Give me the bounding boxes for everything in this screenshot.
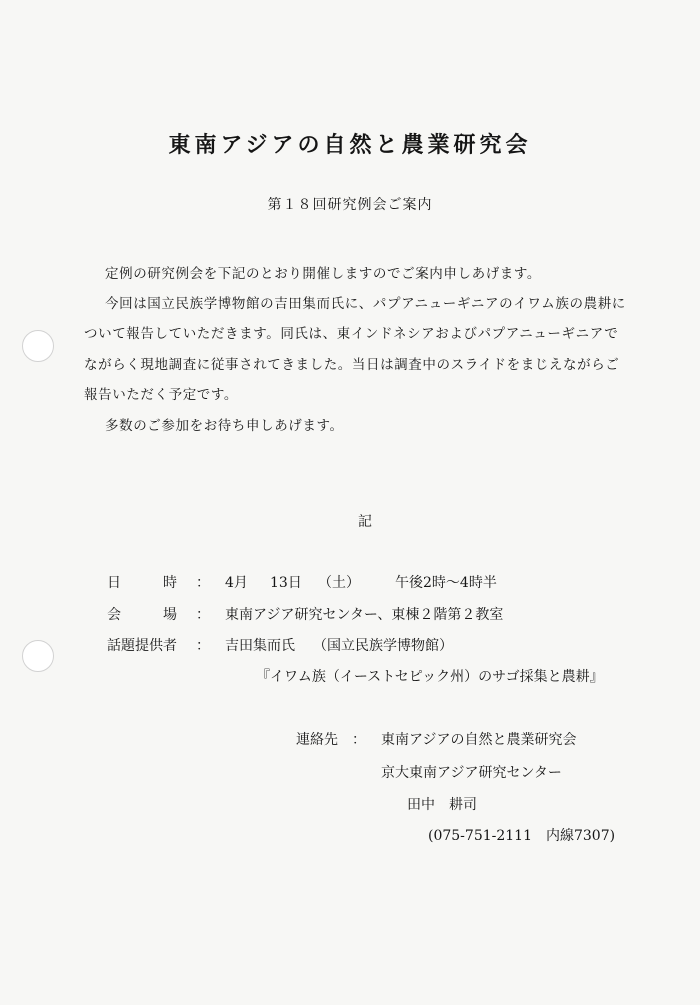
contact-phone: (075-751-2111 内線7307) (428, 828, 616, 844)
document-title: 東南アジアの自然と農業研究会 (168, 132, 532, 158)
speaker-label: 話題提供者 (107, 638, 177, 654)
contact-label: 連絡先 (296, 732, 338, 748)
venue-colon: ： (196, 607, 210, 623)
punch-hole-top (22, 330, 54, 362)
contact-person: 田中 耕司 (407, 797, 477, 813)
paragraph-line: ながらく現地調査に従事されてきました。当日は調査中のスライドをまじえながらご (84, 357, 620, 373)
speaker-colon: ： (196, 638, 210, 654)
venue-label-second-char: 場 (163, 607, 177, 623)
paragraph-line: 定例の研究例会を下記のとおり開催しますのでご案内申しあげます。 (105, 266, 542, 282)
date-label-first-char: 日 (107, 575, 121, 591)
document-subtitle: 第１８回研究例会ご案内 (267, 197, 433, 213)
contact-colon: ： (352, 732, 366, 748)
paragraph-line: 多数のご参加をお待ち申しあげます。 (105, 418, 344, 434)
venue-label-first-char: 会 (107, 607, 121, 623)
date-weekday: （土） (318, 575, 360, 591)
ki-heading: 記 (358, 514, 372, 530)
talk-topic: 『イワム族（イーストセピック州）のサゴ採集と農耕』 (256, 669, 604, 685)
speaker-name: 吉田集而氏 (225, 638, 295, 654)
paragraph-line: ついて報告していただきます。同氏は、東インドネシアおよびパプアニューギニアで (84, 326, 619, 342)
date-colon: ： (196, 575, 210, 591)
contact-department: 京大東南アジア研究センター (381, 765, 562, 781)
punch-hole-bottom (22, 640, 54, 672)
contact-organization: 東南アジアの自然と農業研究会 (381, 732, 577, 748)
date-label-second-char: 時 (163, 575, 177, 591)
paragraph-line: 今回は国立民族学博物館の吉田集而氏に、パプアニューギニアのイワム族の農耕に (105, 296, 626, 312)
venue-value: 東南アジア研究センター、東棟２階第２教室 (225, 607, 504, 623)
date-day: 13日 (270, 575, 302, 591)
speaker-affiliation: （国立民族学博物館） (313, 638, 453, 654)
paragraph-line: 報告いただく予定です。 (84, 387, 239, 403)
date-month: 4月 (225, 575, 248, 591)
date-time: 午後2時～4時半 (395, 575, 497, 591)
